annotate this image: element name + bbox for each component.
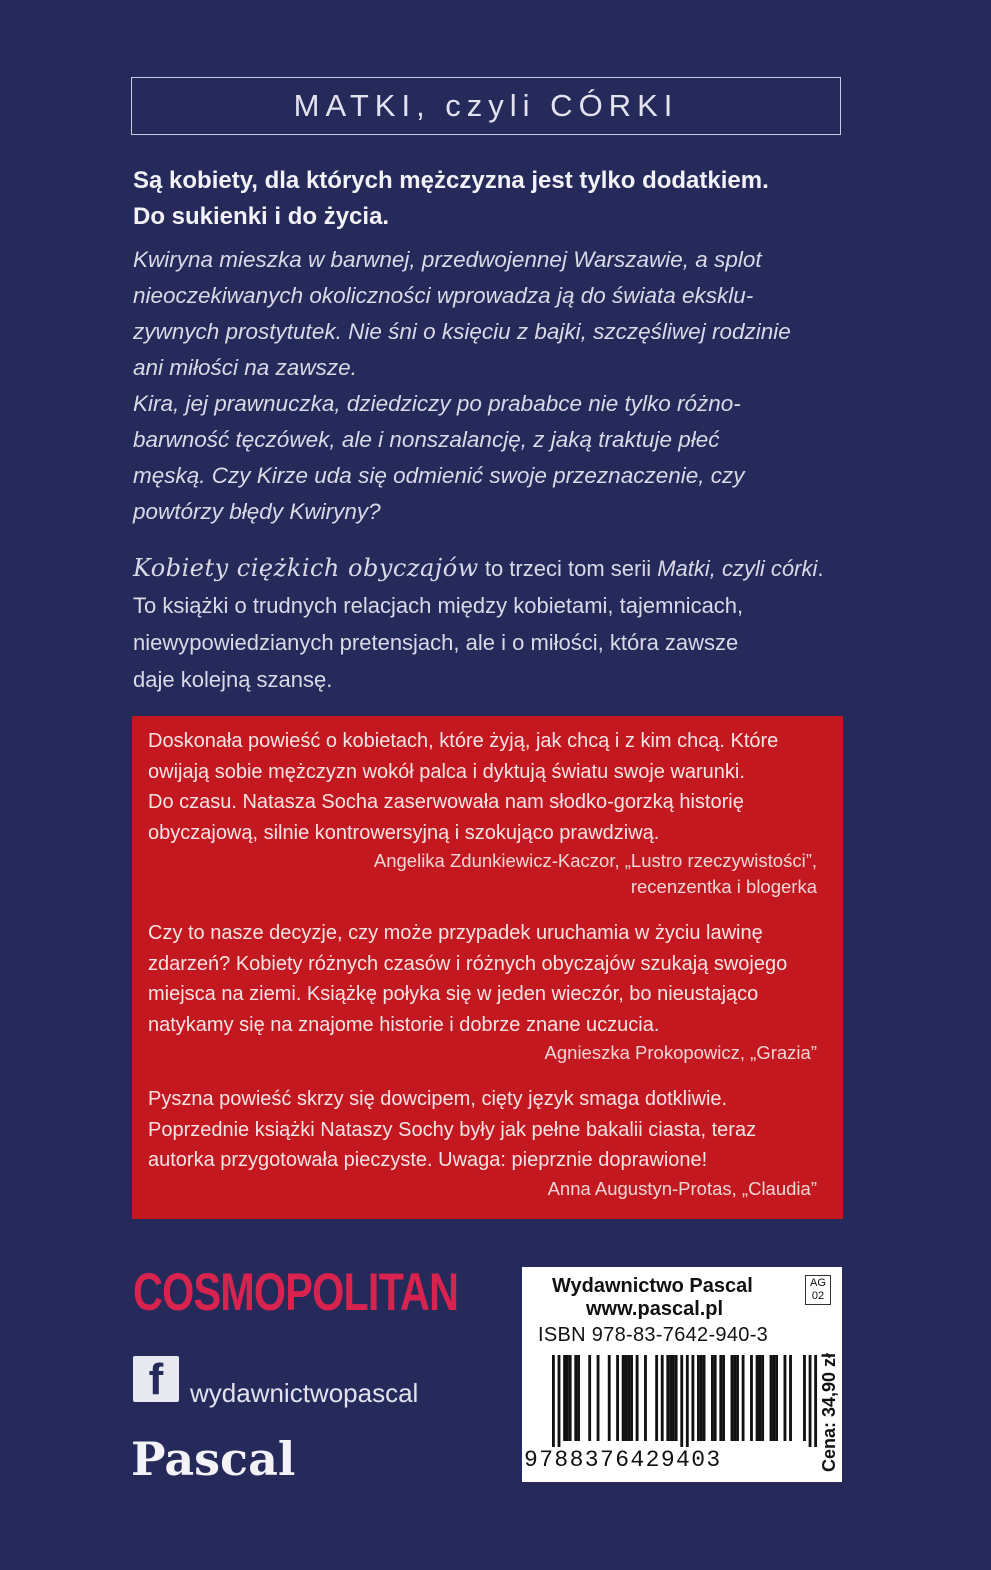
barcode-bar <box>622 1355 625 1441</box>
review-text <box>148 1084 827 1176</box>
barcode-bar <box>784 1355 787 1441</box>
product-code-line: 02 <box>811 1290 825 1302</box>
barcode-bar <box>714 1355 717 1441</box>
price: Cena: 34,90 zł <box>819 1352 839 1472</box>
review-line: autorka przygotowała pieczyste. Uwaga: pieprznie doprawione! <box>148 1149 708 1171</box>
barcode <box>536 1355 821 1447</box>
barcode-bar <box>588 1355 591 1441</box>
review-line: Doskonała powieść o kobietach, które żyją, jak chcą i z kim chcą. Które <box>148 730 779 752</box>
cosmopolitan-logo: COSMOPOLITAN <box>133 1263 459 1322</box>
pascal-logo: Pascal <box>131 1432 296 1486</box>
barcode-digits: 9788376429403 <box>524 1447 722 1473</box>
barcode-bar <box>661 1355 664 1441</box>
barcode-bar <box>814 1355 817 1447</box>
barcode-bar <box>616 1355 619 1441</box>
series-info-first-line <box>133 550 853 587</box>
barcode-bar <box>700 1355 703 1441</box>
synopsis-line: powtórzy błędy Kwiryny? <box>133 499 381 524</box>
series-info-text: . <box>817 556 824 581</box>
barcode-bar <box>722 1355 725 1441</box>
attribution-line: Anna Augustyn-Protas, „Claudia” <box>547 1177 817 1199</box>
synopsis-line: nieoczekiwanych okoliczności wprowadza ją do świata eksklu- <box>133 283 754 308</box>
facebook-handle: wydawnictwopascal <box>190 1378 419 1408</box>
barcode-bar <box>630 1355 633 1441</box>
barcode-bar <box>775 1355 778 1441</box>
synopsis-line: zywnych prostytutek. Nie śni o księciu z bajki, szczęśliwej rodzinie <box>133 319 791 344</box>
series-info-line: niewypowiedzianych pretensjach, ale i o miłości, która zawsze <box>133 630 739 655</box>
series-title: MATKI, czyli CÓRKI <box>293 88 679 123</box>
tagline-line: Do sukienki i do życia. <box>133 203 390 230</box>
tagline-line: Są kobiety, dla których mężczyzna jest tylko dodatkiem. <box>133 167 769 194</box>
barcode-bar <box>686 1355 689 1447</box>
review-line: zdarzeń? Kobiety różnych czasów i różnych obyczajów szukają swojego <box>148 952 788 975</box>
product-code <box>805 1275 831 1305</box>
barcode-bar <box>636 1355 639 1441</box>
reviews-panel <box>132 716 843 1219</box>
barcode-bar <box>552 1355 555 1447</box>
review-attribution <box>148 1176 827 1202</box>
barcode-bar <box>563 1355 566 1441</box>
publisher-url: www.pascal.pl <box>586 1298 724 1320</box>
barcode-bar <box>770 1355 773 1441</box>
barcode-bar <box>577 1355 580 1441</box>
facebook-icon <box>133 1356 179 1402</box>
attribution-line: Angelika Zdunkiewicz-Kaczor, „Lustro rzeczywistości”, <box>373 850 817 871</box>
barcode-bar <box>731 1355 734 1441</box>
barcode-bar <box>733 1355 736 1441</box>
barcode-bar <box>772 1355 775 1441</box>
series-info-text: to trzeci tom serii <box>478 556 658 581</box>
tagline <box>133 163 853 235</box>
review-line: owijają sobie mężczyzn wokół palca i dyktują światu swoje warunki. <box>148 760 745 783</box>
review-line: miejsca na ziemi. Książkę połyka się w jeden wieczór, bo nieustająco <box>148 983 759 1005</box>
synopsis-line: Kwiryna mieszka w barwnej, przedwojennej Warszawie, a splot <box>133 247 762 272</box>
review-attribution <box>148 848 827 900</box>
series-title-box <box>131 77 841 135</box>
barcode-bar <box>574 1355 577 1441</box>
barcode-bar <box>608 1355 611 1441</box>
facebook-icon-glyph: f <box>148 1356 164 1402</box>
barcode-bar <box>558 1355 561 1447</box>
attribution-line: recenzentka i blogerka <box>630 876 817 897</box>
publisher-name: Wydawnictwo Pascal <box>552 1275 753 1297</box>
barcode-bar <box>672 1355 675 1441</box>
review-text <box>148 726 827 848</box>
barcode-bar <box>756 1355 759 1441</box>
barcode-bar <box>736 1355 739 1441</box>
barcode-bar <box>627 1355 630 1441</box>
barcode-bar <box>719 1355 722 1441</box>
barcode-bar <box>691 1355 694 1441</box>
barcode-bar <box>675 1355 678 1441</box>
barcode-bar <box>669 1355 672 1441</box>
review-line: Czy to nasze decyzje, czy może przypadek uruchamia w życiu lawinę <box>148 922 763 944</box>
barcode-bar <box>697 1355 700 1441</box>
barcode-bar <box>625 1355 628 1441</box>
barcode-bar <box>597 1355 600 1441</box>
attribution-line: Agnieszka Prokopowicz, „Grazia” <box>544 1042 817 1063</box>
barcode-bar <box>655 1355 658 1441</box>
review-line: natykamy się na znajome historie i dobrze znane uczucia. <box>148 1013 660 1036</box>
barcode-bar <box>750 1355 753 1441</box>
barcode-bar <box>711 1355 714 1441</box>
product-code-line: AG <box>810 1277 826 1289</box>
isbn: ISBN 978-83-7642-940-3 <box>538 1324 769 1346</box>
barcode-bar <box>566 1355 569 1441</box>
series-name: Matki, czyli córki <box>657 556 818 581</box>
barcode-bar <box>809 1355 812 1447</box>
barcode-bar <box>761 1355 764 1441</box>
synopsis <box>133 242 848 530</box>
price-card <box>522 1267 842 1482</box>
barcode-bar <box>789 1355 792 1441</box>
review-line: Do czasu. Natasza Socha zaserwowała nam słodko-gorzką historię <box>148 791 744 813</box>
series-info-line: To książki o trudnych relacjach między kobietami, tajemnicach, <box>133 593 744 618</box>
synopsis-line: barwność tęczówek, ale i nonszalancję, z jaką traktuje płeć <box>133 427 720 452</box>
review-text <box>148 918 827 1040</box>
synopsis-line: męską. Czy Kirze uda się odmienić swoje przeznaczenie, czy <box>133 463 745 488</box>
barcode-bar <box>569 1355 572 1441</box>
barcode-bar <box>742 1355 745 1441</box>
series-info <box>133 550 853 698</box>
review-line: Pyszna powieść skrzy się dowcipem, cięty język smaga dotkliwie. <box>148 1088 728 1110</box>
review-line: obyczajową, silnie kontrowersyjną i szokująco prawdziwą. <box>148 821 660 844</box>
synopsis-line: Kira, jej prawnuczka, dziedziczy po prababce nie tylko różno- <box>133 391 741 416</box>
series-info-line: daje kolejną szansę. <box>133 667 333 692</box>
review-line: Poprzednie książki Nataszy Sochy były jak pełne bakalii ciasta, teraz <box>148 1118 757 1141</box>
review-attribution <box>148 1040 827 1066</box>
barcode-bar <box>803 1355 806 1441</box>
book-title-script: Kobiety ciężkich obyczajów <box>133 554 479 582</box>
synopsis-line: ani miłości na zawsze. <box>133 355 357 380</box>
barcode-bar <box>680 1355 683 1447</box>
barcode-bar <box>666 1355 669 1441</box>
barcode-bar <box>644 1355 647 1441</box>
barcode-bar <box>758 1355 761 1441</box>
barcode-bar <box>703 1355 706 1441</box>
